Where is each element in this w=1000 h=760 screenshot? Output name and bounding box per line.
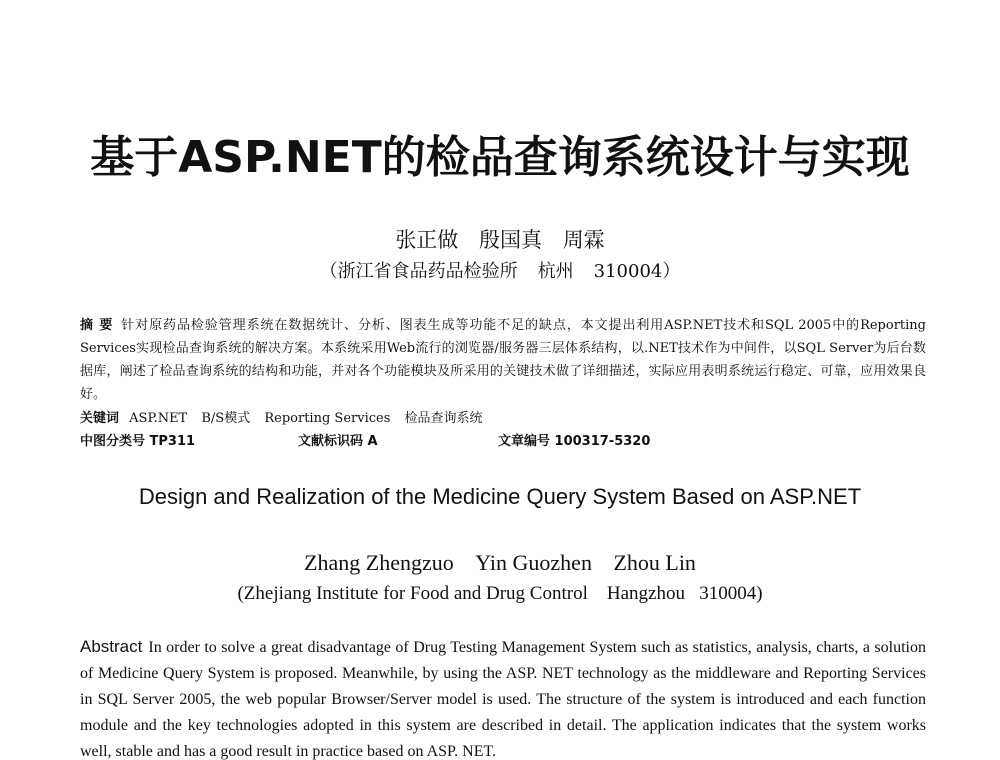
english-institute: Zhejiang Institute for Food and Drug Control xyxy=(243,583,588,604)
chinese-abstract xyxy=(80,314,926,406)
chinese-institute: 浙江省食品药品检验所 xyxy=(337,261,518,282)
keyword: B/S模式 xyxy=(201,411,251,426)
chinese-author: 殷国真 xyxy=(479,228,542,252)
english-author: Zhou Lin xyxy=(613,550,696,575)
english-city: Hangzhou xyxy=(606,583,685,604)
english-abstract-text: In order to solve a great disadvantage of Drug Testing Management System such as statistics, analysis, charts, a solution of Medicine Query System is proposed. Meanwhile, by using the ASP. NET technology as the middleware and Reporting Services in SQL Server 2005, the web popular Browser/Server model is used. The structure of the system is introduced and each function module and the key technologies adopted in this system are described in detail. The application indicates that the system works well, stable and has a good result in practice based on ASP. NET. xyxy=(80,639,926,760)
english-authors xyxy=(0,548,1000,578)
english-abstract xyxy=(80,634,926,760)
chinese-author: 周霖 xyxy=(562,228,605,252)
keyword: 检品查询系统 xyxy=(404,411,483,426)
chinese-authors xyxy=(0,226,1000,254)
keyword: Reporting Services xyxy=(264,411,391,426)
chinese-author: 张正做 xyxy=(395,228,459,252)
english-abstract-label: Abstract xyxy=(80,637,143,656)
chinese-affiliation: （浙江省食品药品检验所 杭州 310004） xyxy=(319,261,681,282)
chinese-metadata xyxy=(80,431,926,453)
article-number: 文章编号 100317-5320 xyxy=(498,434,651,449)
keyword: ASP.NET xyxy=(129,411,188,426)
document-code: 文献标识码 A xyxy=(298,434,378,449)
english-author: Zhang Zhengzuo xyxy=(304,550,454,575)
english-title: Design and Realization of the Medicine Query System Based on ASP.NET xyxy=(138,484,862,509)
chinese-abstract-label: 摘 要 xyxy=(80,318,114,333)
chinese-keywords xyxy=(80,409,926,429)
chinese-title: 基于ASP.NET的检品查询系统设计与实现 xyxy=(90,132,910,183)
chinese-postcode: 310004 xyxy=(593,261,663,282)
classification-number: 中图分类号 TP311 xyxy=(80,434,196,449)
chinese-keywords-label: 关键词 xyxy=(80,411,120,426)
chinese-abstract-text: 针对原药品检验管理系统在数据统计、分析、图表生成等功能不足的缺点，本文提出利用ASP.NET技术和SQL 2005中的Reporting Services实现检品查询系统的解决方案。本系统采用Web流行的浏览器/服务器三层体系结构，以.NET技术作为中间件，以SQL Server为后台数据库，阐述了检品查询系统的结构和功能，并对各个功能模块及所采用的关键技术做了详细描述，实际应用表明系统运行稳定、可靠，应用效果良好。 xyxy=(80,318,926,402)
chinese-city: 杭州 xyxy=(537,261,574,282)
english-author: Yin Guozhen xyxy=(475,550,592,575)
english-postcode: 310004 xyxy=(699,583,757,604)
english-affiliation: (Zhejiang Institute for Food and Drug Control Hangzhou 310004) xyxy=(237,583,763,604)
